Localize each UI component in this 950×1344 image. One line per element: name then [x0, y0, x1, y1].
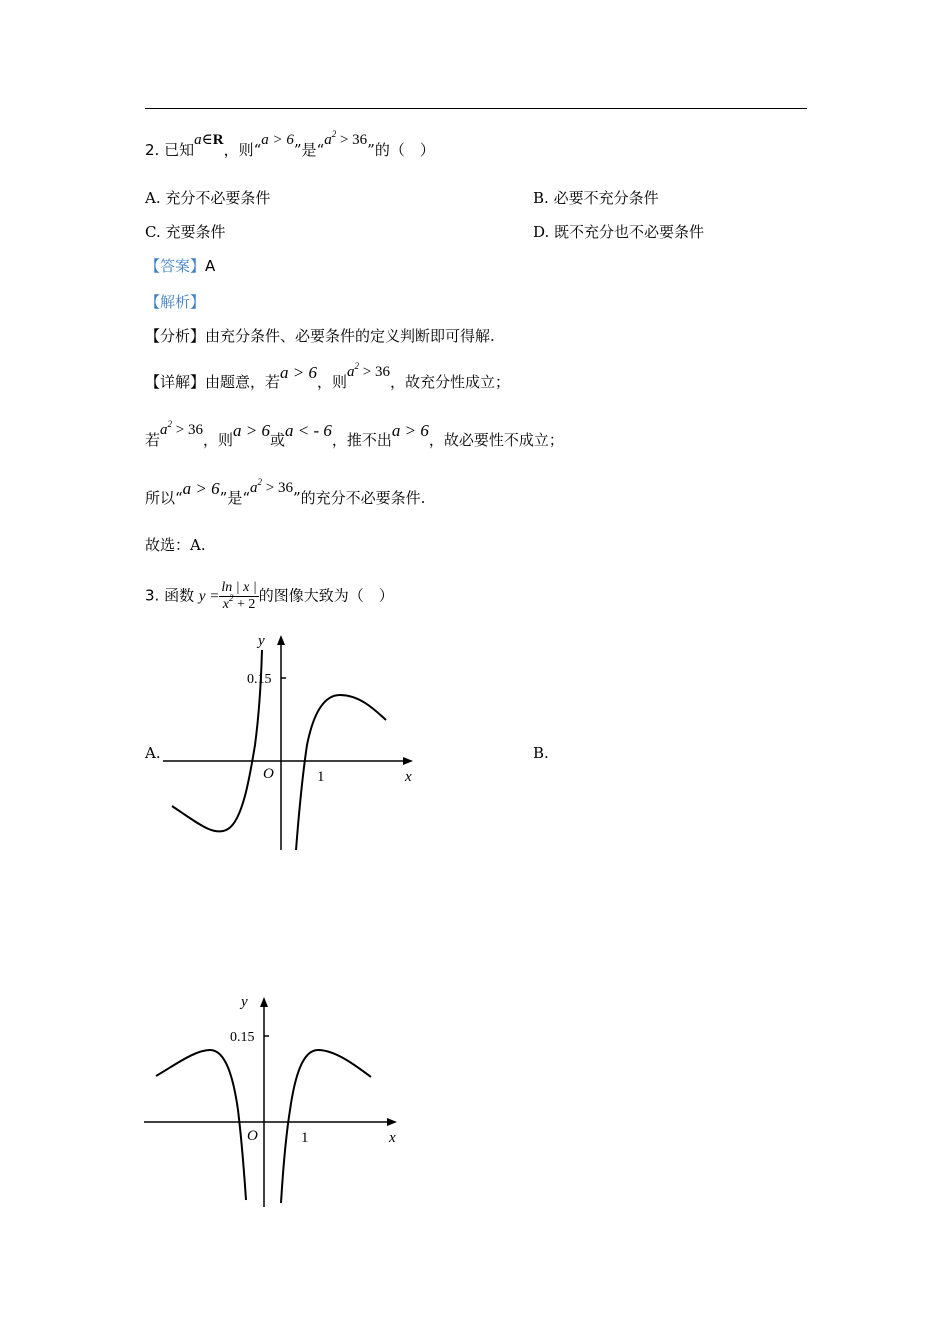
graph-b[interactable]	[140, 985, 410, 1215]
graph-a-tick-y-label: 0.15	[247, 672, 272, 687]
graph-b-y-arrow	[260, 997, 268, 1007]
graph-a-y-arrow	[277, 635, 285, 645]
xiangjie-line-2: 若$a^2 > 36$，则a > 6或a < - 6，推不出a > 6，故必要性不成立；	[145, 419, 564, 449]
q2-p1: a > 6	[261, 132, 294, 148]
graph-a-tick-x-label: 1	[317, 769, 325, 785]
answer-tag: 【答案】	[145, 257, 206, 275]
q2-p2: $a^2 > 36$	[324, 129, 368, 148]
answer-line	[145, 256, 215, 276]
q3-option-b-label[interactable]: B.	[533, 744, 549, 762]
graph-a-x-label: x	[405, 769, 412, 785]
q2-cond: a∈R	[194, 132, 224, 148]
graph-b-tick-y-label: 0.15	[230, 1030, 255, 1045]
graph-b-curve-left	[156, 1050, 246, 1200]
fenxi-line: 【分析】由充分条件、必要条件的定义判断即可得解.	[145, 327, 495, 345]
graph-a-curve-right	[296, 695, 386, 850]
q2-option-b[interactable]: B. 必要不充分条件	[533, 189, 659, 207]
graph-b-origin: O	[247, 1128, 258, 1144]
q3-fraction: $\frac{\ln | x |}{x^2 + 2}$	[221, 580, 257, 612]
answer-value: A	[205, 257, 216, 275]
graph-a-origin: O	[263, 766, 274, 782]
graph-b-curve-right	[281, 1050, 371, 1203]
xiangjie-line-1: 【详解】由题意，若a > 6，则$a^2 > 36$，故充分性成立；	[145, 361, 511, 391]
header-rule	[145, 108, 807, 109]
graph-a-y-label: y	[258, 633, 265, 649]
graph-a-x-arrow	[403, 757, 413, 765]
q2-stem: 2. 已知a∈R，则“a > 6”是“$a^2 > 36$”的（ ）	[145, 129, 435, 159]
q3-option-a-label[interactable]: A.	[145, 744, 161, 762]
q2-option-a[interactable]: A. 充分不必要条件	[145, 189, 271, 207]
conclusion: 故选：A.	[145, 536, 206, 554]
xiangjie-line-3: 所以“a > 6”是“$a^2 > 36$”的充分不必要条件.	[145, 477, 426, 507]
analysis-tag: 【解析】	[145, 293, 206, 311]
graph-a[interactable]	[155, 625, 425, 855]
graph-b-x-label: x	[389, 1130, 396, 1146]
graph-b-x-arrow	[387, 1118, 397, 1126]
graph-b-tick-x-label: 1	[301, 1130, 309, 1146]
q2-option-d[interactable]: D. 既不充分也不必要条件	[533, 223, 705, 241]
q3-stem: 3. 函数 y = $\frac{\ln | x |}{x^2 + 2}$ 的图像大致为（ ）	[145, 580, 394, 612]
graph-b-y-label: y	[241, 994, 248, 1010]
q2-option-c[interactable]: C. 充要条件	[145, 223, 226, 241]
